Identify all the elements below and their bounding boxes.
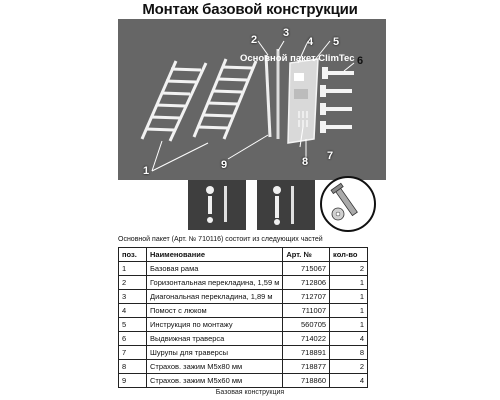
cell-qty: 2 (330, 360, 368, 374)
table-row (119, 318, 368, 332)
table-row (119, 346, 368, 360)
cell-name: Страхов. зажим М5х60 мм (146, 374, 282, 388)
table-row (119, 374, 368, 388)
instruction-sheet (294, 73, 304, 81)
table-row (119, 290, 368, 304)
cell-pos: 4 (119, 304, 147, 318)
header-name: Наименование (146, 248, 282, 262)
screw-zoom-circle (320, 176, 376, 232)
clamp-inset-photo-right (257, 180, 315, 230)
cell-art: 718860 (283, 374, 330, 388)
callout-8: 8 (302, 156, 309, 168)
cell-art: 718891 (283, 346, 330, 360)
parts-table-body (119, 262, 368, 388)
callout-7: 7 (327, 150, 334, 162)
clamp-inset-drawing-right (257, 180, 315, 230)
cell-qty: 1 (330, 290, 368, 304)
cell-name: Выдвижная траверса (146, 332, 282, 346)
cell-name: Диагональная перекладина, 1,89 м (146, 290, 282, 304)
cell-art: 714022 (283, 332, 330, 346)
cell-pos: 6 (119, 332, 147, 346)
clamp-inset-drawing-left (188, 180, 246, 230)
cell-qty: 1 (330, 304, 368, 318)
package-caption: Основной пакет ClimTec (240, 53, 355, 64)
cell-art: 715067 (283, 262, 330, 276)
callout-4: 4 (307, 36, 314, 48)
cell-pos: 3 (119, 290, 147, 304)
cell-qty: 1 (330, 276, 368, 290)
cell-pos: 2 (119, 276, 147, 290)
cell-name: Горизонтальная перекладина, 1,59 м (146, 276, 282, 290)
cell-art: 718877 (283, 360, 330, 374)
cell-name: Шурупы для траверсы (146, 346, 282, 360)
cell-name: Базовая рама (146, 262, 282, 276)
table-caption: Основной пакет (Арт. № 710116) состоит из следующих частей (118, 236, 323, 243)
header-art: Арт. № (283, 248, 330, 262)
page-title: Монтаж базовой конструкции (142, 1, 358, 18)
cell-qty: 8 (330, 346, 368, 360)
footer-caption: Базовая конструкция (215, 389, 285, 396)
callout-9: 9 (221, 159, 228, 171)
screw-zoom-drawing (322, 178, 374, 230)
cell-pos: 8 (119, 360, 147, 374)
platform (288, 59, 318, 143)
cell-pos: 7 (119, 346, 147, 360)
callout-6: 6 (357, 55, 364, 67)
cell-qty: 4 (330, 374, 368, 388)
table-row (119, 262, 368, 276)
cell-qty: 2 (330, 262, 368, 276)
parts-table (118, 247, 368, 388)
table-header-row (119, 248, 368, 262)
clamp-inset-photo-left (188, 180, 246, 230)
callout-2: 2 (251, 34, 258, 46)
cell-pos: 1 (119, 262, 147, 276)
cell-name: Помост с люком (146, 304, 282, 318)
cell-art: 712707 (283, 290, 330, 304)
callout-1: 1 (143, 165, 150, 177)
table-row (119, 276, 368, 290)
table-row (119, 360, 368, 374)
cell-art: 712806 (283, 276, 330, 290)
callout-3: 3 (283, 27, 290, 39)
cell-art: 711007 (283, 304, 330, 318)
cell-pos: 5 (119, 318, 147, 332)
cell-name: Инструкция по монтажу (146, 318, 282, 332)
cell-pos: 9 (119, 374, 147, 388)
header-qty: кол-во (330, 248, 368, 262)
callout-5: 5 (333, 36, 340, 48)
cell-art: 560705 (283, 318, 330, 332)
platform-hatch (294, 89, 308, 99)
header-pos: поз. (119, 248, 147, 262)
cell-qty: 1 (330, 318, 368, 332)
cell-qty: 4 (330, 332, 368, 346)
table-row (119, 332, 368, 346)
cell-name: Страхов. зажим М5х80 мм (146, 360, 282, 374)
table-row (119, 304, 368, 318)
